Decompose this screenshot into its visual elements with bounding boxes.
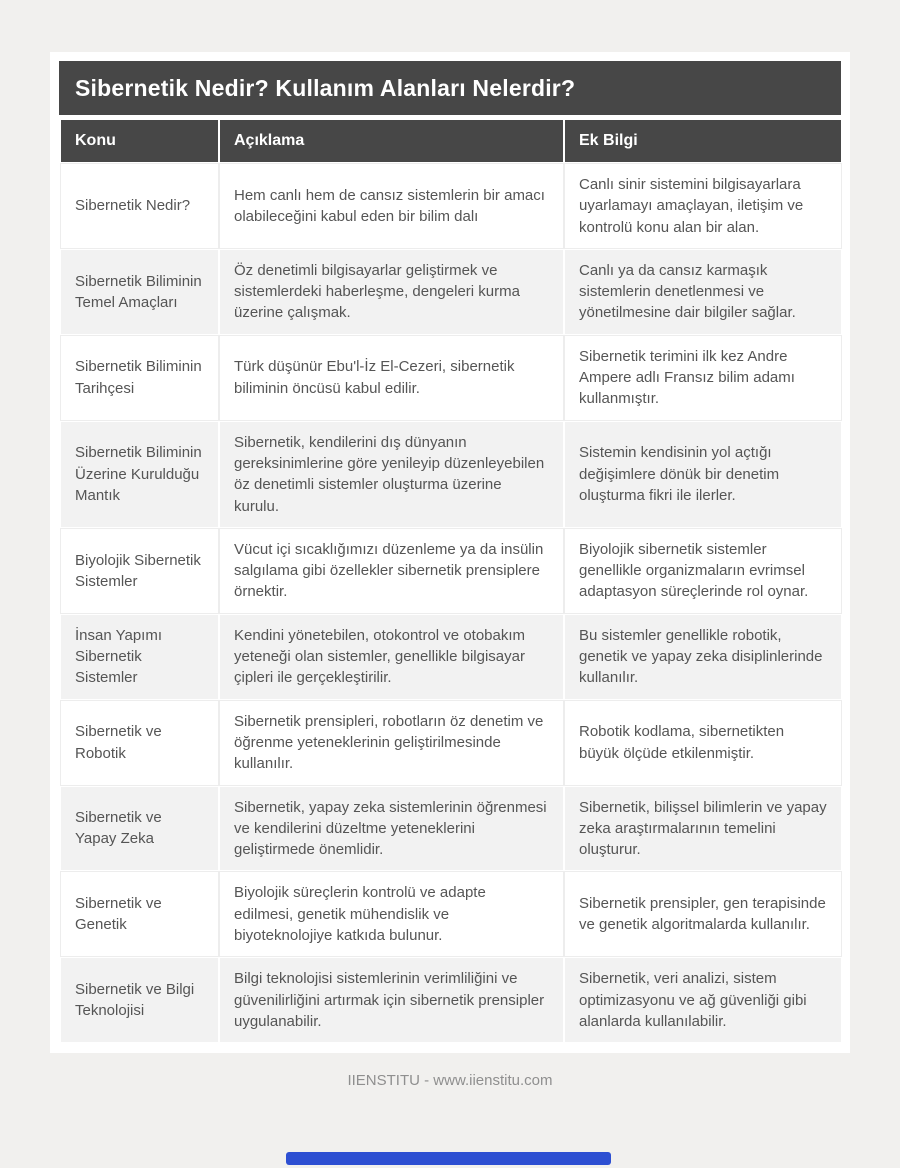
table-header (61, 120, 841, 162)
konu-cell: Biyolojik Sibernetik Sistemler (61, 529, 218, 613)
column-header-konu: Konu (61, 120, 218, 162)
table-body (61, 164, 841, 1042)
ek-bilgi-cell: Sibernetik, veri analizi, sistem optimizasyonu ve ağ güvenliği gibi alanlarda kullanılabilir. (565, 958, 841, 1042)
table-row (61, 958, 841, 1042)
aciklama-cell: Kendini yönetebilen, otokontrol ve otobakım yeteneği olan sistemler, genellikle bilgisayar çipleri ile gerçekleştirilir. (220, 615, 563, 699)
page-title: Sibernetik Nedir? Kullanım Alanları Nelerdir? (59, 61, 841, 115)
konu-cell: Sibernetik Biliminin Tarihçesi (61, 336, 218, 420)
aciklama-cell: Bilgi teknolojisi sistemlerinin verimliliğini ve güvenilirliğini artırmak için sibernetik prensipler uygulanabilir. (220, 958, 563, 1042)
konu-cell: Sibernetik ve Robotik (61, 701, 218, 785)
aciklama-cell: Biyolojik süreçlerin kontrolü ve adapte edilmesi, genetik mühendislik ve biyoteknolojiye katkıda bulunur. (220, 872, 563, 956)
column-header-aciklama: Açıklama (220, 120, 563, 162)
table-row (61, 529, 841, 613)
table-row (61, 615, 841, 699)
ek-bilgi-cell: Canlı ya da cansız karmaşık sistemlerin denetlenmesi ve yönetilmesine dair bilgiler sağlar. (565, 250, 841, 334)
aciklama-cell: Sibernetik prensipleri, robotların öz denetim ve öğrenme yeteneklerinin geliştirilmesinde kullanılır. (220, 701, 563, 785)
ek-bilgi-cell: Sibernetik prensipler, gen terapisinde ve genetik algoritmalarda kullanılır. (565, 872, 841, 956)
ek-bilgi-cell: Robotik kodlama, sibernetikten büyük ölçüde etkilenmiştir. (565, 701, 841, 785)
aciklama-cell: Vücut içi sıcaklığımızı düzenleme ya da insülin salgılama gibi özellekler sibernetik prensiplere örnektir. (220, 529, 563, 613)
aciklama-cell: Öz denetimli bilgisayarlar geliştirmek ve sistemlerdeki haberleşme, dengeleri kurma üzerine çalışmak. (220, 250, 563, 334)
bottom-progress-bar[interactable] (286, 1152, 611, 1165)
ek-bilgi-cell: Canlı sinir sistemini bilgisayarlara uyarlamayı amaçlayan, iletişim ve kontrolü konu alan bir alan. (565, 164, 841, 248)
konu-cell: Sibernetik ve Yapay Zeka (61, 787, 218, 871)
konu-cell: İnsan Yapımı Sibernetik Sistemler (61, 615, 218, 699)
aciklama-cell: Hem canlı hem de cansız sistemlerin bir amacı olabileceğini kabul eden bir bilim dalı (220, 164, 563, 248)
ek-bilgi-cell: Sistemin kendisinin yol açtığı değişimlere dönük bir denetim oluşturma fikri ile ilerler. (565, 422, 841, 527)
konu-cell: Sibernetik Biliminin Üzerine Kurulduğu Mantık (61, 422, 218, 527)
info-table (59, 118, 843, 1044)
footer-credit: IIENSTITU - www.iienstitu.com (347, 1072, 553, 1090)
column-header-ek-bilgi: Ek Bilgi (565, 120, 841, 162)
table-row (61, 250, 841, 334)
ek-bilgi-cell: Bu sistemler genellikle robotik, genetik ve yapay zeka disiplinlerinde kullanılır. (565, 615, 841, 699)
ek-bilgi-cell: Sibernetik terimini ilk kez Andre Ampere adlı Fransız bilim adamı kullanmıştır. (565, 336, 841, 420)
table-row (61, 164, 841, 248)
table-row (61, 422, 841, 527)
aciklama-cell: Sibernetik, kendilerini dış dünyanın gereksinimlerine göre yenileyip düzenleyebilen öz denetimli sistemler oluşturma üzerine kurulu. (220, 422, 563, 527)
konu-cell: Sibernetik ve Bilgi Teknolojisi (61, 958, 218, 1042)
table-row (61, 336, 841, 420)
table-row (61, 787, 841, 871)
ek-bilgi-cell: Sibernetik, bilişsel bilimlerin ve yapay zeka araştırmalarının temelini oluşturur. (565, 787, 841, 871)
aciklama-cell: Sibernetik, yapay zeka sistemlerinin öğrenmesi ve kendilerini düzeltme yeteneklerini geliştirmede önemlidir. (220, 787, 563, 871)
table-row (61, 701, 841, 785)
konu-cell: Sibernetik ve Genetik (61, 872, 218, 956)
content-card (50, 52, 850, 1053)
konu-cell: Sibernetik Nedir? (61, 164, 218, 248)
konu-cell: Sibernetik Biliminin Temel Amaçları (61, 250, 218, 334)
table-row (61, 872, 841, 956)
aciklama-cell: Türk düşünür Ebu'l-İz El-Cezeri, sibernetik biliminin öncüsü kabul edilir. (220, 336, 563, 420)
ek-bilgi-cell: Biyolojik sibernetik sistemler genellikle organizmaların evrimsel adaptasyon süreçlerinde rol oynar. (565, 529, 841, 613)
